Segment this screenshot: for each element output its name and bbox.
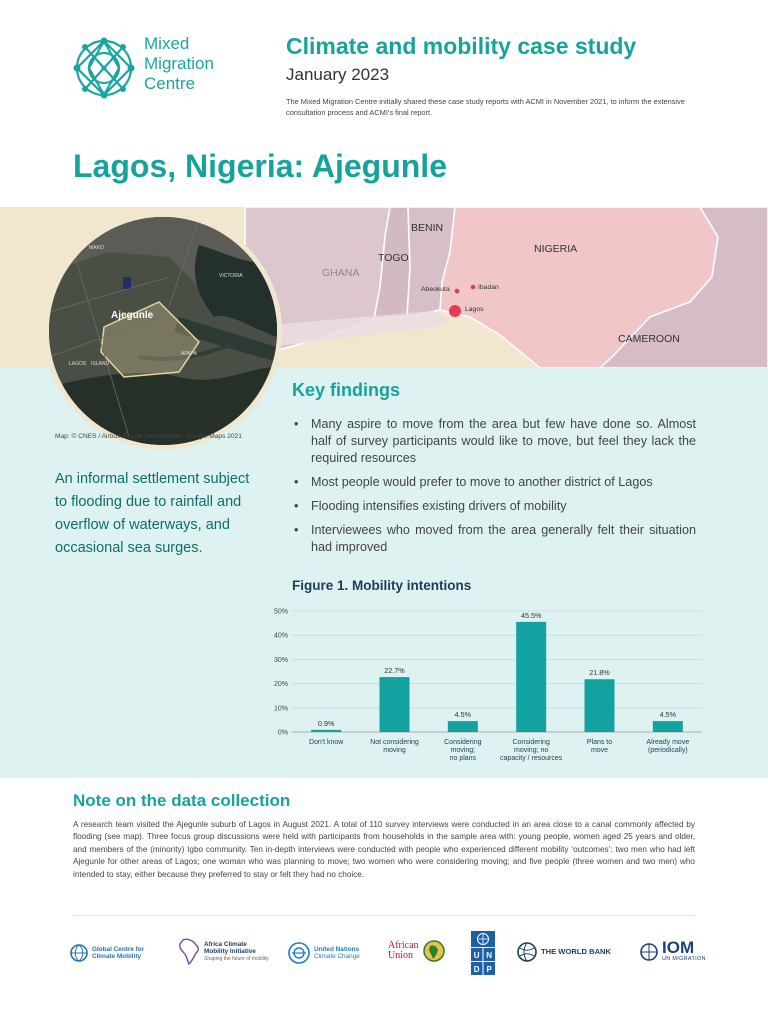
mmc-logo-icon: [68, 32, 140, 104]
figure-title: Figure 1. Mobility intentions: [292, 578, 472, 593]
city-dot-abeokuta: [455, 289, 460, 294]
unfccc-line-2: Climate Change: [314, 953, 360, 960]
mmc-logo-text: [144, 34, 214, 94]
au-line-2: Union: [388, 950, 413, 961]
city-dot-ibadan: [471, 285, 476, 290]
gccm-globe-icon: [70, 944, 88, 962]
finding-item: • Interviewees who moved from the area generally felt their situation had improved: [292, 522, 696, 556]
inset-label-lagos: LAGOS: [69, 361, 87, 367]
publication-date: January 2023: [286, 65, 390, 84]
bar: [311, 730, 341, 732]
country-label-cameroon: CAMEROON: [618, 333, 680, 345]
acmi-line-2: Mobility Initiative: [204, 948, 256, 956]
logo-line-3: Centre: [144, 74, 196, 93]
category-label: Already move: [646, 739, 690, 746]
mobility-intentions-chart: [262, 600, 712, 772]
category-label: Not considering: [370, 739, 419, 746]
logo-line-2: Migration: [144, 54, 214, 73]
au-line-1: African: [388, 940, 419, 951]
world-bank-wordmark: THE WORLD BANK: [541, 947, 612, 957]
page-title: Lagos, Nigeria: Ajegunle: [73, 148, 447, 184]
city-label-abeokuta: Abeokuta: [421, 286, 450, 293]
au-emblem-icon: [423, 940, 445, 962]
svg-text:P: P: [486, 965, 492, 974]
site-summary: An informal settlement subject to flooding due to rainfall and overflow of waterways, and occasional sea surges.: [55, 471, 250, 556]
finding-item: • Many aspire to move from the area but few have done so. Almost half of survey participants would like to move, but feel they lack the required resources: [292, 416, 696, 467]
country-label-benin: BENIN: [411, 222, 444, 234]
unfccc-line-1: United Nations: [314, 945, 360, 953]
key-findings-title: Key findings: [292, 380, 401, 400]
iom-tagline: UN MIGRATION: [662, 956, 706, 962]
category-label: Considering: [444, 739, 482, 746]
category-label: Plans to: [586, 739, 613, 746]
acmi-tagline: Shaping the future of mobility: [204, 955, 269, 962]
svg-text:D: D: [473, 965, 480, 974]
partner-acmi: [178, 938, 269, 966]
gccm-line-2: Climate Mobility: [92, 953, 142, 960]
partner-world-bank: [517, 942, 611, 962]
finding-item: • Most people would prefer to move to another district of Lagos: [292, 474, 696, 491]
publication-note: The Mixed Migration Centre initially shared these case study reports with ACMI in November 2021, to inform the extensive consultation process and ACMI’s final report.: [286, 97, 685, 117]
data-label: 45.5%: [520, 610, 542, 620]
bar: [516, 622, 546, 732]
note-title: Note on the data collection: [73, 791, 291, 810]
category-label: (periodically): [647, 747, 688, 754]
case-study-title: Climate and mobility case study: [286, 33, 637, 59]
footer-divider: [73, 915, 695, 916]
acmi-line-1: Africa Climate: [204, 940, 247, 948]
bar: [380, 677, 410, 732]
inset-label-apapa: APAPA: [181, 351, 197, 357]
category-label: Considering: [512, 739, 550, 746]
satellite-inset-map: [44, 212, 282, 450]
city-label-ibadan: Ibadan: [478, 284, 499, 291]
data-label: 21.8%: [589, 668, 610, 678]
world-bank-globe-icon: [517, 942, 537, 962]
bar: [448, 721, 478, 732]
y-tick-label: 50%: [273, 608, 288, 616]
partner-iom: [640, 940, 706, 963]
y-tick-label: 10%: [273, 705, 288, 713]
category-label: no plans: [449, 755, 477, 762]
y-tick-label: 30%: [273, 656, 288, 664]
partner-gccm: [70, 944, 144, 962]
data-label: 4.5%: [659, 710, 677, 720]
city-label-lagos: Lagos: [465, 306, 484, 313]
category-label: move: [590, 747, 609, 754]
map-credit: Map: © CNES / Airbus, Maxar Technologies, Google Maps 2021: [55, 433, 242, 440]
data-label: 22.7%: [384, 666, 405, 676]
unfccc-emblem-icon: [288, 942, 310, 964]
svg-text:N: N: [486, 951, 493, 960]
inset-label-ajegunle: Ajegunle: [111, 310, 154, 321]
partner-unfccc: [288, 942, 360, 964]
inset-label-victoria: VICTORIA: [219, 273, 243, 279]
y-tick-label: 40%: [273, 632, 288, 640]
finding-item: • Flooding intensifies existing drivers of mobility: [292, 498, 696, 515]
iom-wordmark: IOM: [662, 938, 695, 957]
country-label-nigeria: NIGERIA: [534, 243, 578, 255]
category-label: moving: [383, 747, 406, 754]
partner-african-union: [388, 940, 445, 962]
svg-text:U: U: [473, 951, 480, 960]
undp-logo-icon: [471, 931, 495, 975]
africa-outline-icon: [178, 938, 200, 966]
note-body: A research team visited the Ajegunle suburb of Lagos in August 2021. A total of 110 survey interviews were conducted in an area close to a canal commonly affected by flooding (see map). Three focus group discussions were held with participants from households in the sample area with: young people, women aged 25 years and older, and members of the (minority) Igbo community. Ten in-depth interviews were conducted with people who experienced different mobility ‘outcomes’: two men who had left Ajegunle for other areas of Lagos; one woman who was planning to move; two women who were considering moving; and five people (three women and two men) who intended to stay, either because they preferred to stay or felt they had no choice.: [73, 820, 695, 879]
category-label: moving;: [450, 747, 476, 754]
country-label-togo: TOGO: [378, 252, 409, 264]
partner-undp: [471, 931, 495, 975]
key-findings-list: [292, 416, 696, 563]
category-label: Don't know: [308, 739, 344, 746]
data-label: 0.9%: [317, 718, 335, 728]
data-label: 4.5%: [454, 710, 472, 720]
category-label: moving; no: [514, 747, 549, 754]
category-label: capacity / resources: [500, 755, 563, 762]
y-tick-label: 20%: [273, 681, 288, 689]
bar: [585, 679, 615, 732]
country-label-ghana: GHANA: [322, 267, 360, 279]
logo-line-1: Mixed: [144, 34, 190, 53]
inset-label-mako: MAKO: [89, 245, 104, 251]
city-dot-lagos: [449, 305, 461, 317]
inset-label-island: ISLAND: [91, 361, 110, 367]
gccm-line-1: Global Centre for: [92, 945, 145, 953]
iom-emblem-icon: [640, 943, 658, 961]
bar: [653, 721, 683, 732]
y-tick-label: 0%: [277, 729, 288, 737]
